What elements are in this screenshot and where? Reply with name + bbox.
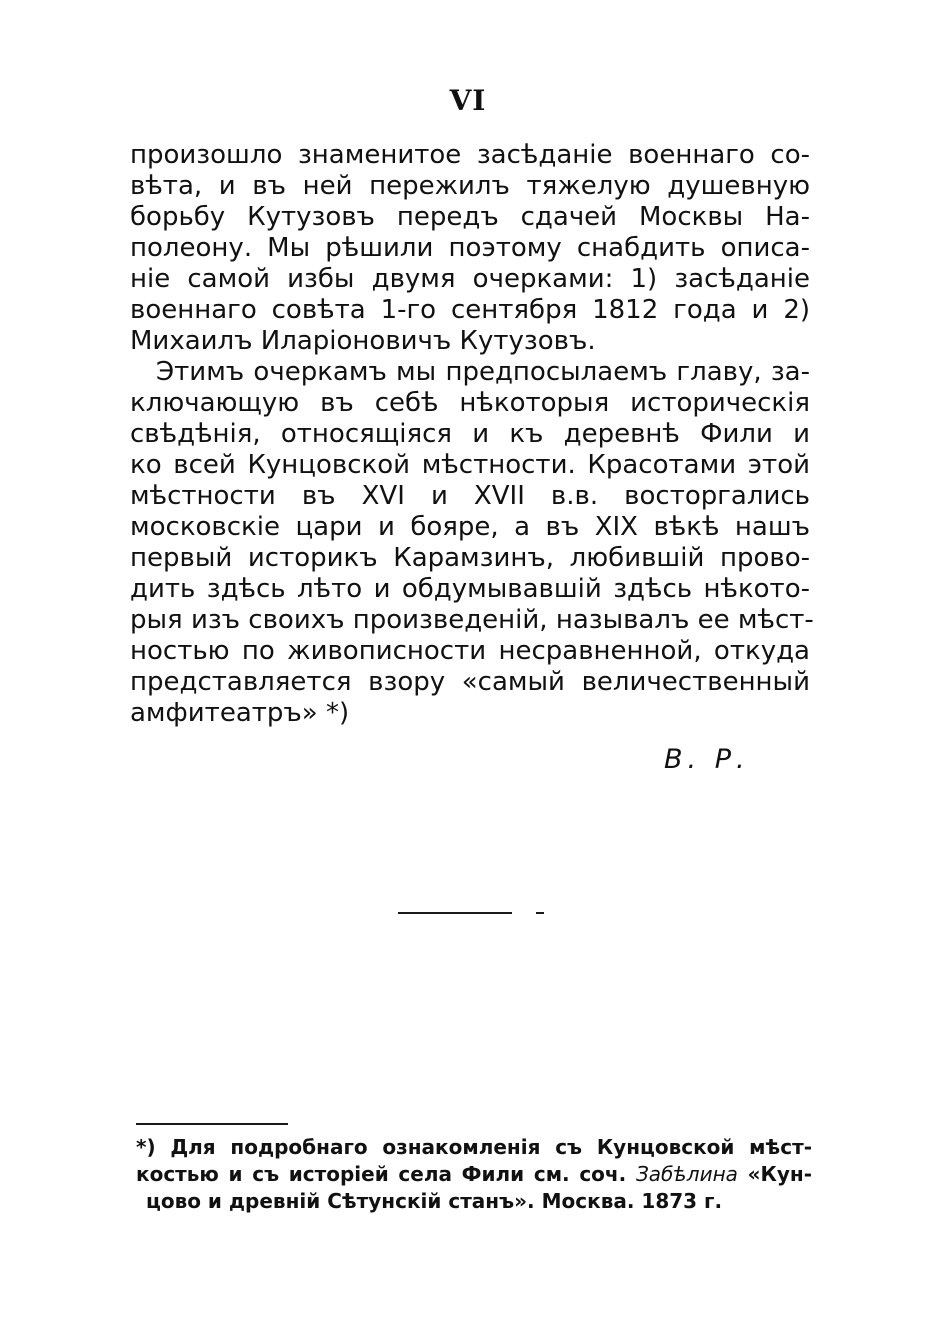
text-line: военнаго совѣта 1-го сентября 1812 года и 2) [130,295,810,325]
text-line: представляется взору «самый величественный [130,667,810,697]
section-divider-tail [536,912,544,914]
section-divider [398,912,512,914]
text-line: московскіе цари и бояре, а въ XIX вѣкѣ нашъ [130,512,810,542]
text-line: ніе самой избы двумя очерками: 1) засѣданіе [130,264,810,294]
footnote-text: «Кун- [737,1162,813,1186]
text-line: произошло знаменитое засѣданіе военнаго со- [130,140,810,170]
text-line: Михаилъ Иларіоновичъ Кутузовъ. [130,326,596,356]
text-line: свѣдѣнія, относящіяся и къ деревнѣ Фили и [130,419,810,449]
text-line: дить здѣсь лѣто и обдумывавшій здѣсь нѣкото- [130,574,810,604]
footnote-text: костью и съ исторіей села Фили см. соч. [136,1162,636,1186]
paragraph-2 [130,357,814,729]
text-line: борьбу Кутузовъ передъ сдачей Москвы На- [130,202,810,232]
main-text [130,140,814,729]
text-line: полеону. Мы рѣшили поэтому снабдить описа- [130,233,810,263]
footnote [136,1134,812,1215]
footnote-line: цово и древній Сѣтунскій станъ». Москва. 1873 г. [146,1189,723,1213]
text-line: амфитеатръ» *) [130,698,350,728]
footnote-line: *) Для подробнаго ознакомленія съ Кунцовской мѣст- [136,1135,812,1159]
text-line: мѣстности въ XVI и XVII в.в. восторгались [130,481,810,511]
text-line: вѣта, и въ ней пережилъ тяжелую душевную [130,171,810,201]
footnote-line [136,1161,812,1188]
text-line: первый историкъ Карамзинъ, любившій прово- [130,543,810,573]
footnote-rule [136,1123,288,1125]
text-line: ностью по живописности несравненной, откуда [130,636,810,666]
footnote-author: Забѣлина [635,1162,738,1186]
text-line: рыя изъ своихъ произведеній, называлъ ее мѣст- [130,605,814,635]
signature: В. Р. [664,744,750,775]
text-line: Этимъ очеркамъ мы предпосылаемъ главу, за- [156,357,810,387]
text-line: ключающую въ себѣ нѣкоторыя историческія [130,388,810,418]
paragraph-1 [130,140,810,357]
text-line: ко всей Кунцовской мѣстности. Красотами этой [130,450,810,480]
page-number: VI [449,84,487,117]
